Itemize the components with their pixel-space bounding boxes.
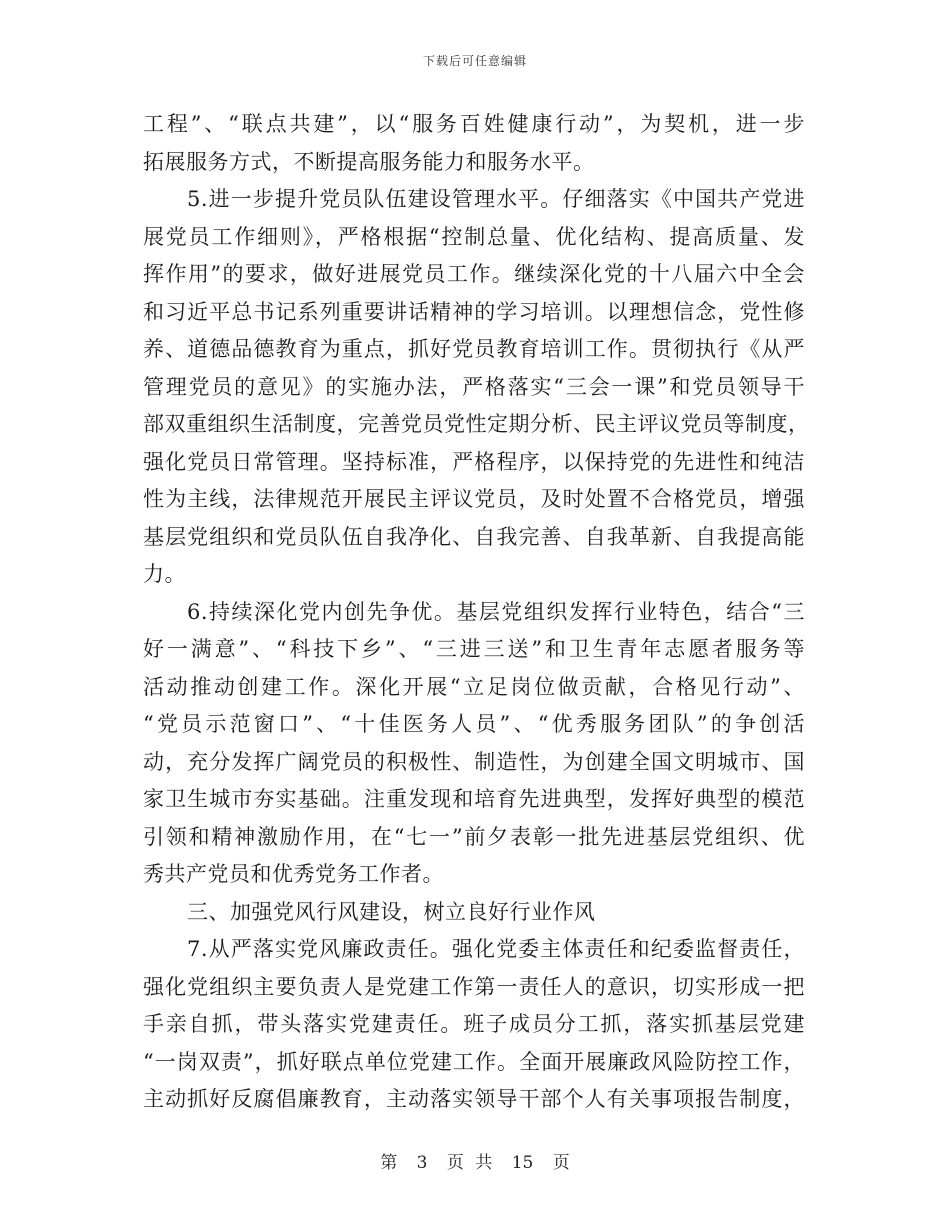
text-line: 手亲自抓，带头落实党建责任。班子成员分工抓，落实抓基层党建 xyxy=(143,1012,805,1036)
text-line: 家卫生城市夯实基础。注重发现和培育先进典型，发挥好典型的模范 xyxy=(143,787,805,811)
footer-suffix: 页 xyxy=(552,1153,570,1173)
text-line: “党员示范窗口”、“十佳医务人员”、“优秀服务团队”的争创活 xyxy=(143,712,805,736)
text-line: 养、道德品德教育为重点，抓好党员教育培训工作。贯彻执行《从严 xyxy=(143,337,805,361)
text-line: 强化党员日常管理。坚持标准，严格程序，以保持党的先进性和纯洁 xyxy=(143,449,805,474)
footer-total-pages: 15 xyxy=(511,1153,534,1173)
text-line: 管理党员的意见》的实施办法，严格落实“三会一课”和党员领导干 xyxy=(143,374,805,399)
text-line: 主动抓好反腐倡廉教育，主动落实领导干部个人有关事项报告制度， xyxy=(143,1087,805,1111)
text-line: 活动推动创建工作。深化开展“立足岗位做贡献，合格见行动”、 xyxy=(143,674,805,699)
text-line: 力。 xyxy=(143,562,186,586)
text-line: 三、加强党风行风建设，树立良好行业作风 xyxy=(187,899,596,924)
body-text xyxy=(143,106,810,1119)
text-line: 和习近平总书记系列重要讲话精神的学习培训。以理想信念，党性修 xyxy=(143,299,805,324)
footer-page-number: 3 xyxy=(416,1153,428,1173)
footer-middle: 页 共 xyxy=(446,1153,493,1173)
text-line: 秀共产党员和优秀党务工作者。 xyxy=(143,862,444,886)
text-line: 性为主线，法律规范开展民主评议党员，及时处置不合格党员，增强 xyxy=(143,487,805,511)
text-line: 部双重组织生活制度，完善党员党性定期分析、民主评议党员等制度， xyxy=(143,412,810,436)
text-line: 6.持续深化党内创先争优。基层党组织发挥行业特色，结合“三 xyxy=(187,599,805,624)
page-footer xyxy=(0,1148,950,1173)
text-line: 好一满意”、“科技下乡”、“三进三送”和卫生青年志愿者服务等 xyxy=(143,637,805,661)
text-line: 引领和精神激励作用，在“七一”前夕表彰一批先进基层党组织、优 xyxy=(143,824,805,849)
text-line: 挥作用”的要求，做好进展党员工作。继续深化党的十八届六中全会 xyxy=(143,262,805,286)
footer-prefix: 第 xyxy=(380,1153,398,1173)
text-line: “一岗双责”，抓好联点单位党建工作。全面开展廉政风险防控工作， xyxy=(143,1049,805,1074)
text-line: 动，充分发挥广阔党员的积极性、制造性，为创建全国文明城市、国 xyxy=(143,749,805,774)
text-line: 强化党组织主要负责人是党建工作第一责任人的意识，切实形成一把 xyxy=(143,974,805,999)
text-line: 5.进一步提升党员队伍建设管理水平。仔细落实《中国共产党进 xyxy=(187,187,805,211)
text-line: 基层党组织和党员队伍自我净化、自我完善、自我革新、自我提高能 xyxy=(143,524,805,549)
text-line: 展党员工作细则》，严格根据“控制总量、优化结构、提高质量、发 xyxy=(143,224,805,249)
text-line: 拓展服务方式，不断提高服务能力和服务水平。 xyxy=(143,149,595,174)
text-line: 工程”、“联点共建”，以“服务百姓健康行动”，为契机，进一步 xyxy=(143,112,805,136)
page-header: 下载后可任意编辑 xyxy=(422,54,527,68)
text-line: 7.从严落实党风廉政责任。强化党委主体责任和纪委监督责任， xyxy=(187,937,805,961)
